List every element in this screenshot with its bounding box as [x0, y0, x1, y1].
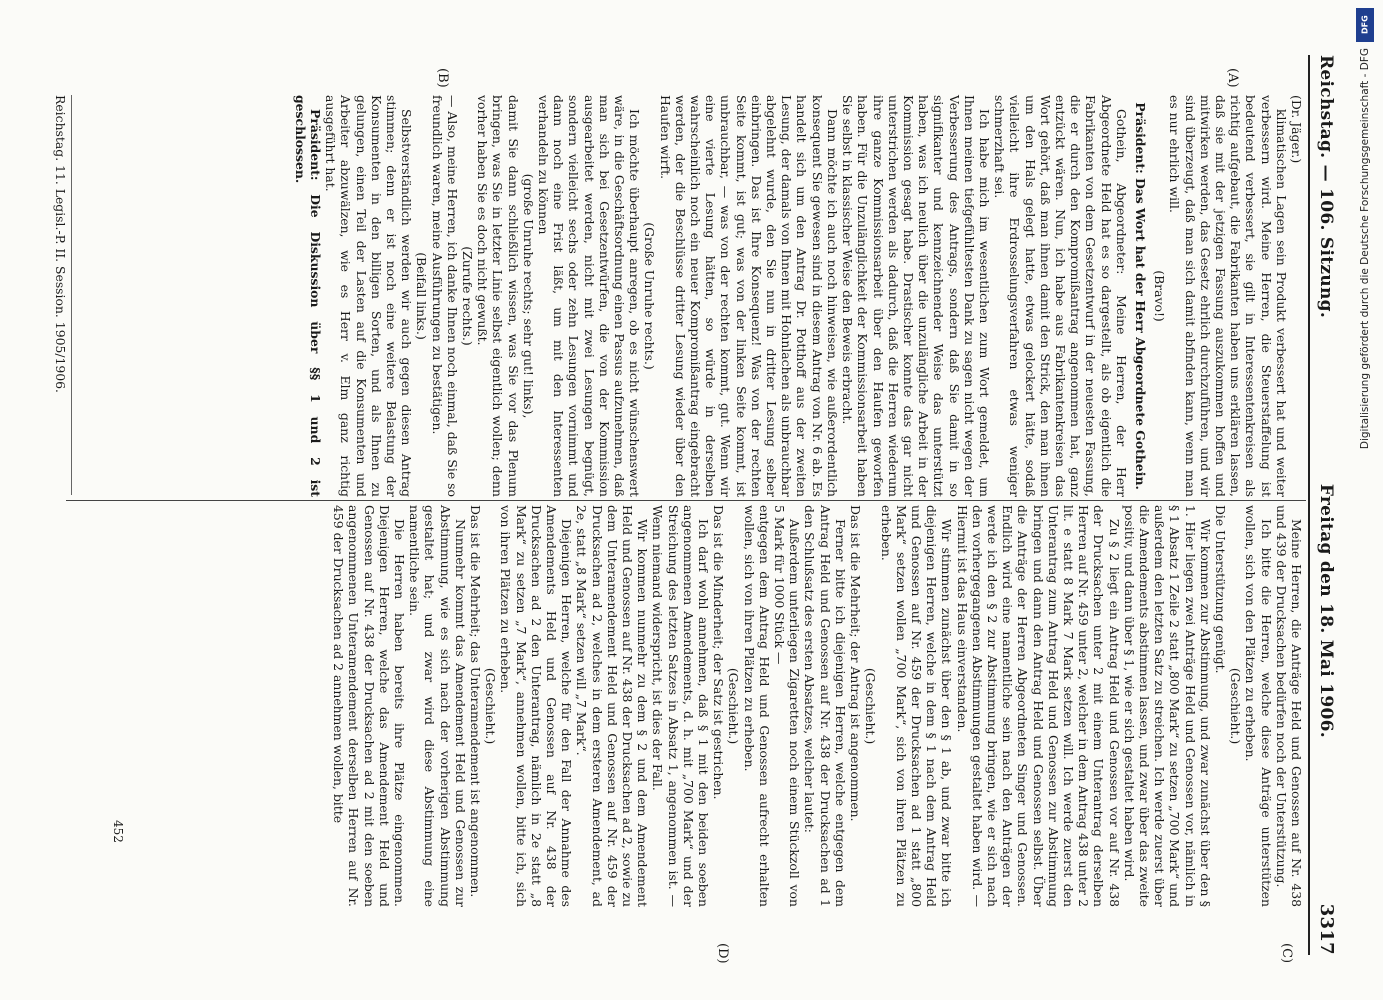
- column-divider: [66, 500, 1306, 501]
- paragraph: — Also, meine Herren, ich danke Ihnen noch einmal, daß Sie so freundlich waren, meine Ausführungen zu bestätigen.: [429, 95, 460, 497]
- paragraph: Ich bitte die Herren, welche diese Anträge unterstützen wollen, sich von den Plätzen zu erheben.: [1243, 505, 1274, 907]
- dfg-notice: [1355, 8, 1375, 988]
- paragraph: Wir kommen nunmehr zu dem § 2 und dem Amendement Held und Genossen auf Nr. 438 der Drucksachen ad 2, sowie zu dem Unteramendement Held und Genossen auf Nr. 459 der Drucksachen ad 2, welches in dem ersteren Amendement, ad 2e, statt „8 Mark“ setzen will „7 Mark“.: [574, 505, 651, 907]
- interjection: (Große Unruhe rechts.): [642, 222, 658, 370]
- paragraph: klimatischen Lagen sein Produkt verbessert hat und weiter verbessern wird. Meine Herren, die Steuerstaffelung ist bedeutend verbessert, sie gilt in Interessentenkreisen als richtig aufgebaut, die Fabrikanten haben uns erklären lassen, daß sie mit der jetzigen Fassung auszukommen hoffen und mitwirken werden, das Gesetz ehrlich durchzuführen, und wir sind überzeugt, daß man sich damit abfinden kann, wenn man es nur ehrlich will.: [1167, 95, 1289, 497]
- margin-mark-d: (D): [715, 943, 730, 964]
- paragraph: entgegen dem Antrag Held und Genossen aufrecht erhalten wollen, sich von ihren Plätzen zu erheben.: [741, 505, 772, 907]
- interjection: (Bravo!): [1152, 270, 1168, 322]
- paragraph: Diejenigen Herren, welche für den Fall der Annahme des Amendements Held und Genossen auf Nr. 438 der Drucksachen ad 2 den Unterantrag, nämlich in 2e statt „8 Mark“ zu setzen „7 Mark“, annehmen wollen, bitte ich, sich von ihren Plätzen zu erheben.: [498, 505, 575, 907]
- paragraph: Gothein, Abgeordneter: Meine Herren, der Herr Abgeordnete Held hat es so dargestellt, als ob eigentlich die Fabrikanten von dem Gesetzentwurf in der neuesten Fassung, die er durch den Kompromißantrag angenommen hat, ganz entzückt wären. Nun, ich habe aus Fabrikantenkreisen das Wort gehört, daß man ihnen damit den Strick, den man ihnen um den Hals gelegt hatte, etwas gelockert hätte, sodaß vielleicht ihre Erdrosselungsverfahren etwas weniger schmerzhaft sei.: [992, 95, 1129, 497]
- interjection: (Zurufe rechts.): [460, 246, 476, 346]
- running-head: [1316, 55, 1356, 955]
- margin-mark-a: (A): [1225, 68, 1240, 88]
- footer-note: Reichstag. 11. Legisl.-P. II. Session. 1905/1906.: [53, 95, 72, 495]
- interjection: (Geschieht.): [483, 667, 499, 745]
- sheet-signature: 452: [111, 820, 125, 843]
- header-session: Reichstag. — 106. Sitzung.: [1316, 55, 1336, 319]
- paragraph: Dann möchte ich auch noch hinweisen, wie außerordentlich konsequent Sie gewesen sind in diesem Antrag von Nr. 6 ab. Es handelt sich um den Antrag Dr. Potthoff aus der zweiten Lesung, der damals von Ihnen mit Hohnlachen als unbrauchbar abgelehnt wurde, den Sie nun in dritter Lesung selber einbringen. Das ist Ihre Konsequenz! Was von der rechten Seite kommt, ist gut; was von der linken Seite kommt, ist unbrauchbar, — was von der rechten kommt, gut. Wenn wir eine vierte Lesung hätten, so würde in derselben wahrscheinlich noch ein neuer Kompromißantrag eingebracht werden, der die Beschlüsse dritter Lesung wieder über den Haufen wirft.: [657, 95, 840, 497]
- paragraph: Ich darf wohl annehmen, daß § 1 mit den beiden soeben angenommenen Amendements, d. h. mit „700 Mark“ und der Streichung des letzten Satzes in Absatz 1, angenommen ist. — Wenn niemand widerspricht, ist dies der Fall.: [650, 505, 712, 907]
- paragraph: Die Unterstützung genügt.: [1212, 505, 1228, 674]
- paragraph: Selbstverständlich werden wir auch gegen diesen Antrag stimmen; denn er ist noch eine weitere Belastung der Konsumenten in den billigen Sorten, und als Ihnen zu gelungen, einen Teil der Lasten auf die Konsumenten und Arbeiter abzuwälzen, wie es Herr v. Elm ganz richtig ausgeführt hat.: [323, 95, 415, 497]
- margin-mark-b: (B): [435, 68, 450, 88]
- paragraph: Zu § 2 liegt ein Antrag Held und Genossen vor auf Nr. 438 der Drucksachen unter 2 mit einem Unterantrag derselben Herren auf Nr. 459 unter 2, welcher in dem Antrag 438 unter 2 lit. e statt 8 Mark 7 Mark setzen will. Ich werde zuerst den Unterantrag zum Antrag Held und Genossen zur Abstimmung bringen und dann den Antrag Held und Genossen selbst. Über die Anträge der Herren Abgeordneten Singer und Genossen. Endlich wird eine namentliche sein nach den Anträgen der werde ich den § 2 zur Abstimmung bringen, wie er sich nach den vorhergegangenen Abstimmungen gestaltet haben wird. — Hiermit ist das Haus einverstanden.: [954, 505, 1122, 907]
- header-date: Freitag den 18. Mai 1906.: [1316, 483, 1336, 738]
- paragraph: Ich möchte überhaupt anregen, ob es nicht wünschenswert wäre, in die Geschäftsordnung einen Passus aufzunehmen, daß man sich bei Gesetzentwürfen, die von der Kommission ausgearbeitet werden, nicht mit zwei Lesungen begnügt, sondern vielleicht sechs oder zehn Lesungen vornimmt und dann noch eine Frist läßt, um mit den Interessenten verhandeln zu können: [536, 95, 643, 497]
- paragraph: Ich habe mich im wesentlichen zum Wort gemeldet, um Ihnen meinen tiefgefühltesten Dank zu sagen nicht wegen der Verbesserung des Antrags, sondern daß Sie damit in so signifikanter und kennzeichnender Weise das unterstützt haben, was ich neulich über die unzulängliche Arbeit in der Kommission gesagt habe. Drastischer konnte das gar nicht unterstrichen werden als dadurch, daß die Herren wiederum ihre ganze Kommissionsarbeit über den Haufen geworfen haben. Für die Unzulänglichkeit der Kommissionsarbeit haben Sie selbst in klassischer Weise den Beweis erbracht.: [840, 95, 992, 497]
- paragraph: damit Sie dann schließlich wissen, was Sie vor das Plenum bringen, was Sie in letzter Linie selbst eigentlich wollen; denn vorher haben Sie es doch nicht gewußt.: [475, 95, 521, 497]
- speaker-tag: (Dr. Jäger.): [1289, 95, 1304, 164]
- paragraph: Wir stimmen zunächst über den § 1 ab, und zwar bitte ich diejenigen Herren, welche in dem § 1 nach dem Antrag Held und Genossen auf Nr. 459 der Drucksachen ad 1 statt „800 Mark“ setzen wollen „700 Mark“, sich von ihren Plätzen zu erheben.: [878, 505, 955, 907]
- paragraph: Das ist die Minderheit; der Satz ist gestrichen.: [711, 505, 727, 800]
- paragraph: Die Herren haben bereits ihre Plätze eingenommen. Diejenigen Herren, welche das Amendement Held und Genossen auf Nr. 438 der Drucksachen ad 2 mit den soeben angenommenen Unteramendement derselben Herren auf Nr. 459 der Drucksachen ad 2 annehmen wollen, bitte: [331, 505, 408, 907]
- dfg-logo-icon: DFG: [1356, 8, 1374, 42]
- interjection: (große Unruhe rechts; sehr gut! links),: [520, 173, 536, 419]
- dfg-notice-text: Digitalisierung gefördert durch die Deutsche Forschungsgemeinschaft - DFG: [1359, 48, 1371, 450]
- paragraph: Wir kommen zur Abstimmung, und zwar zunächst über den § 1. Hier liegen zwei Anträge Held und Genossen vor, nämlich in § 1 Absatz 1 Zeile 2 statt „800 Mark“ zu setzen „700 Mark“ und außerdem den letzten Satz zu streichen. Ich werde zuerst über die Amendements abstimmen lassen, und zwar über das zweite positiv, und dann über § 1, wie er sich gestaltet haben wird.: [1121, 505, 1213, 907]
- paragraph: Das ist die Mehrheit; der Antrag ist angenommen.: [848, 505, 864, 822]
- paragraph: Ferner bitte ich diejenigen Herren, welche entgegen dem Antrag Held und Genossen auf Nr. 438 der Drucksachen ad 1 den Schlußsatz des ersten Absatzes, welcher lautet:: [802, 505, 848, 907]
- header-rule: [1308, 55, 1310, 955]
- president-statement: Präsident: Die Diskussion über §§ 1 und 2 ist geschlossen.: [292, 95, 323, 497]
- interjection: (Geschieht.): [863, 667, 879, 745]
- paragraph: Das ist die Mehrheit; das Unteramendement ist angenommen.: [468, 505, 484, 898]
- paragraph: Meine Herren, die Anträge Held und Genossen auf Nr. 438 und 439 der Drucksachen bedürfen noch der Unterstützung.: [1273, 505, 1304, 907]
- margin-mark-c: (C): [1279, 943, 1294, 964]
- right-column: [331, 505, 1304, 907]
- page-number: 3317: [1316, 903, 1337, 955]
- interjection: (Beifall links.): [414, 252, 430, 340]
- left-column: [293, 95, 1304, 497]
- paragraph: Nunmehr kommt das Amendement Held und Genossen zur Abstimmung, wie es sich nach der vorherigen Abstimmung gestaltet hat; und zwar wird diese Abstimmung eine namentliche sein.: [407, 505, 468, 907]
- interjection: (Geschieht.): [1228, 667, 1244, 745]
- president-statement: Präsident: Das Wort hat der Herr Abgeordnete Gothein.: [1132, 102, 1148, 490]
- interjection: (Geschieht.): [726, 667, 742, 745]
- paragraph: Außerdem unterliegen Zigaretten noch einem Stückzoll von 5 Mark für 1000 Stück —: [772, 505, 803, 907]
